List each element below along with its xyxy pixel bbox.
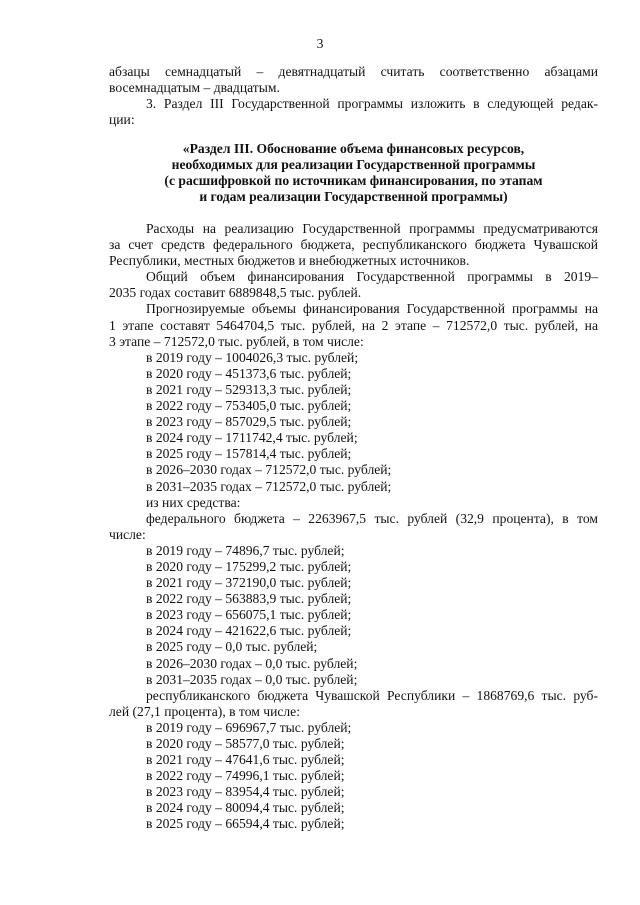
- federal-year-item: в 2026–2030 годах – 0,0 тыс. рублей;: [146, 655, 358, 671]
- body-line: Республики, местных бюджетов и внебюджетных источников.: [109, 253, 470, 269]
- body-line: 2035 годах составит 6889848,5 тыс. рублей.: [109, 285, 362, 301]
- body-line: Расходы на реализацию Государственной программы предусматриваются: [146, 221, 598, 236]
- page-number: 3: [316, 36, 324, 51]
- body-line: федерального бюджета – 2263967,5 тыс. рублей (32,9 процента), в том: [146, 510, 598, 526]
- body-line: республиканского бюджета Чувашской Республики – 1868769,6 тыс. руб-: [146, 687, 598, 703]
- federal-year-item: в 2019 году – 74896,7 тыс. рублей;: [146, 542, 345, 558]
- body-line: за счет средств федерального бюджета, республиканского бюджета Чувашской: [109, 237, 598, 253]
- republic-year-item: в 2022 году – 74996,1 тыс. рублей;: [146, 768, 345, 784]
- federal-year-item: в 2025 году – 0,0 тыс. рублей;: [146, 639, 318, 655]
- section-heading: [109, 141, 598, 205]
- total-year-item: в 2022 году – 753405,0 тыс. рублей;: [146, 398, 352, 414]
- body-line: Общий объем финансирования Государственной программы в 2019–: [146, 269, 598, 285]
- total-year-item: в 2021 году – 529313,3 тыс. рублей;: [146, 381, 352, 397]
- federal-year-item: в 2024 году – 421622,6 тыс. рублей;: [146, 623, 352, 639]
- intro-line: абзацы семнадцатый – девятнадцатый считать соответственно абзацами: [109, 64, 598, 79]
- intro-line: 3. Раздел III Государственной программы изложить в следующей редак-: [146, 96, 598, 112]
- of-which-label: из них средства:: [146, 494, 241, 510]
- body-line: Прогнозируемые объемы финансирования Государственной программы на: [146, 301, 598, 317]
- total-year-item: в 2026–2030 годах – 712572,0 тыс. рублей;: [146, 462, 392, 478]
- republic-year-item: в 2021 году – 47641,6 тыс. рублей;: [146, 752, 345, 768]
- body-line: 1 этапе составят 5464704,5 тыс. рублей, на 2 этапе – 712572,0 тыс. рублей, на: [109, 317, 598, 333]
- heading-line: и годам реализации Государственной программы): [199, 189, 508, 205]
- heading-line: (с расшифровкой по источникам финансирования, по этапам: [164, 173, 543, 189]
- federal-year-item: в 2020 году – 175299,2 тыс. рублей;: [146, 558, 352, 574]
- total-year-item: в 2025 году – 157814,4 тыс. рублей;: [146, 446, 352, 462]
- republic-year-item: в 2019 году – 696967,7 тыс. рублей;: [146, 719, 352, 735]
- republic-year-item: в 2025 году – 66594,4 тыс. рублей;: [146, 816, 345, 832]
- federal-year-item: в 2021 году – 372190,0 тыс. рублей;: [146, 575, 352, 591]
- republic-year-item: в 2020 году – 58577,0 тыс. рублей;: [146, 736, 345, 751]
- republic-year-item: в 2023 году – 83954,4 тыс. рублей;: [146, 784, 345, 800]
- heading-line: «Раздел III. Обоснование объема финансовых ресурсов,: [182, 141, 525, 156]
- body-line: лей (27,1 процента), в том числе:: [109, 703, 300, 719]
- federal-year-item: в 2022 году – 563883,9 тыс. рублей;: [146, 591, 352, 607]
- heading-line: необходимых для реализации Государственной программы: [171, 157, 536, 173]
- body-text: [109, 221, 598, 833]
- total-year-item: в 2024 году – 1711742,4 тыс. рублей;: [146, 430, 358, 446]
- republic-year-item: в 2024 году – 80094,4 тыс. рублей;: [146, 800, 345, 816]
- intro-text: [109, 64, 598, 128]
- total-year-item: в 2023 году – 857029,5 тыс. рублей;: [146, 414, 352, 430]
- body-line: 3 этапе – 712572,0 тыс. рублей, в том числе:: [109, 333, 364, 349]
- federal-year-item: в 2031–2035 годах – 0,0 тыс. рублей;: [146, 671, 358, 687]
- federal-year-item: в 2023 году – 656075,1 тыс. рублей;: [146, 607, 352, 623]
- intro-line: ции:: [109, 112, 135, 128]
- total-year-item: в 2020 году – 451373,6 тыс. рублей;: [146, 365, 352, 381]
- intro-line: восемнадцатым – двадцатым.: [109, 80, 280, 96]
- body-line: числе:: [109, 526, 146, 542]
- total-year-item: в 2019 году – 1004026,3 тыс. рублей;: [146, 349, 359, 365]
- total-year-item: в 2031–2035 годах – 712572,0 тыс. рублей;: [146, 478, 392, 494]
